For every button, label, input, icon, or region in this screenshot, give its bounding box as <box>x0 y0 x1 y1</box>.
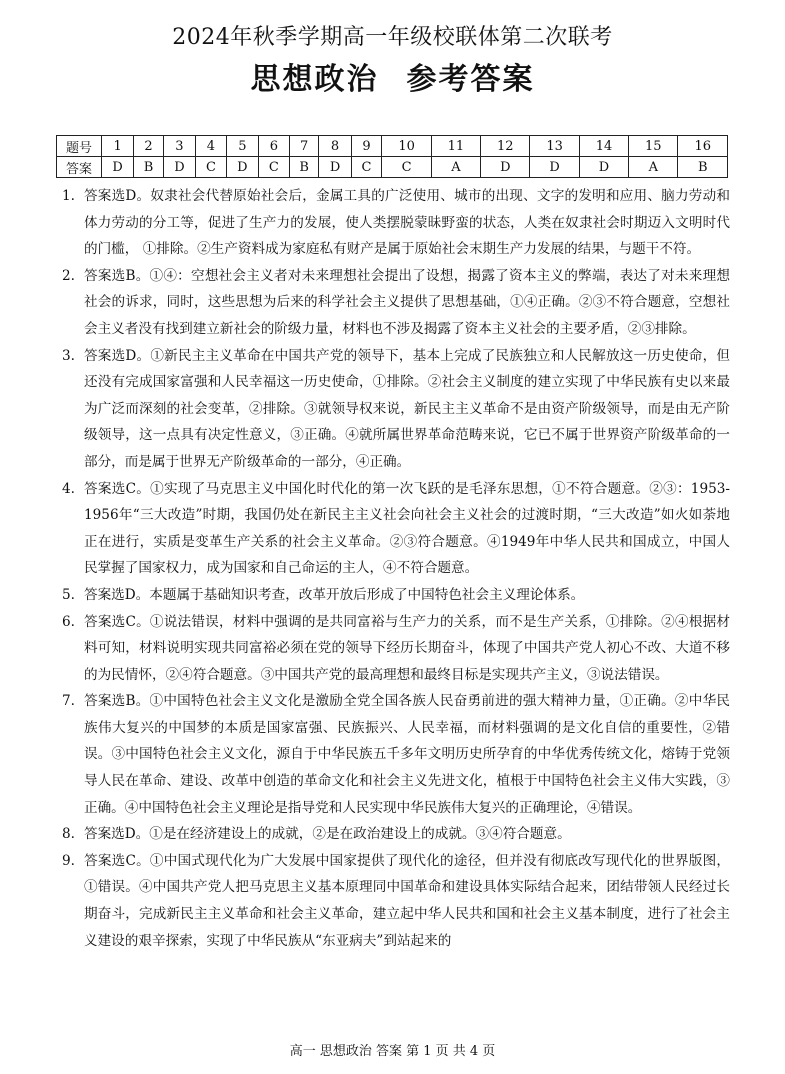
explanation-item <box>62 343 730 476</box>
question-number-cell: 8 <box>319 136 351 157</box>
question-number-cell: 3 <box>163 136 195 157</box>
question-number-cell: 6 <box>258 136 289 157</box>
answer-cell: D <box>481 157 530 178</box>
answer-cell: B <box>678 157 728 178</box>
answer-cell: B <box>134 157 164 178</box>
item-text: 答案选B。①④：空想社会主义者对未来理想社会提出了设想，揭露了资本主义的弊端，表达了对未来理想社会的诉求，同时，这些思想为后来的科学社会主义提供了思想基础，①④正确。②③不符合题意，空想社会主义者没有找到建立新社会的阶级力量，材料也不涉及揭露了资本主义社会的主要矛盾，②③排除。 <box>84 267 730 337</box>
item-text: 答案选D。本题属于基础知识考查，改革开放后形成了中国特色社会主义理论体系。 <box>84 586 585 603</box>
item-text: 答案选D。奴隶社会代替原始社会后，金属工具的广泛使用、城市的出现、文字的发明和应用、脑力劳动和体力劳动的分工等，促进了生产力的发展，使人类摆脱蒙昧野蛮的状态，人类在奴隶社会时期迈入文明时代的门槛， ①排除。②生产资料成为家庭私有财产是属于原始社会末期生产力发展的结果，与题干不符。 <box>84 188 730 258</box>
item-text: 答案选D。①是在经济建设上的成就，②是在政治建设上的成就。③④符合题意。 <box>84 826 571 843</box>
explanation-item <box>62 821 730 848</box>
item-number: 1. <box>62 188 75 204</box>
answer-cell: D <box>319 157 351 178</box>
explanation-item <box>62 848 730 954</box>
answer-cell: D <box>579 157 628 178</box>
question-number-cell: 4 <box>196 136 227 157</box>
explanation-item <box>62 609 730 689</box>
question-number-cell: 9 <box>351 136 382 157</box>
answer-cell: D <box>102 157 134 178</box>
item-text: 答案选C。①实现了马克思主义中国化时代化的第一次飞跃的是毛泽东思想，①不符合题意。②③：1953-1956年“三大改造”时期，我国仍处在新民主主义社会向社会主义社会的过渡时期，“三大改造”如火如荼地正在进行，实质是变革生产关系的社会主义革命。②③符合题意。④1949年中华人民共和国成立，中国人民掌握了国家权力，成为国家和自己命运的主人，④不符合题意。 <box>84 480 730 577</box>
subject-title: 思想政治 <box>250 62 379 97</box>
answer-cell: C <box>258 157 289 178</box>
answer-cell: C <box>351 157 382 178</box>
item-number: 3. <box>62 347 75 364</box>
explanation-item <box>62 183 730 263</box>
answer-cell: D <box>530 157 579 178</box>
item-number: 5. <box>62 586 75 603</box>
question-number-cell: 1 <box>102 136 134 157</box>
item-number: 8. <box>62 826 75 843</box>
question-number-cell: 13 <box>530 136 579 157</box>
answer-cell: B <box>289 157 319 178</box>
item-number: 4. <box>62 480 75 497</box>
question-number-cell: 15 <box>629 136 678 157</box>
explanation-item <box>62 263 730 343</box>
item-number: 7. <box>62 693 75 710</box>
question-number-cell: 7 <box>289 136 319 157</box>
page-footer: 高一 思想政治 答案 第 1 页 共 4 页 <box>289 1044 496 1059</box>
answer-row <box>57 157 728 178</box>
question-number-cell: 12 <box>481 136 530 157</box>
answer-row-label: 答案 <box>57 157 102 178</box>
item-text: 答案选D。①新民主主义革命在中国共产党的领导下，基本上完成了民族独立和人民解放这一历史使命，但还没有完成国家富强和人民幸福这一历史使命，①排除。②社会主义制度的建立实现了中华民族有史以来最为广泛而深刻的社会变革，②排除。③就领导权来说，新民主主义革命不是由资产阶级领导，而是由无产阶级领导，这一点具有决定性意义，③正确。④就所属世界革命范畴来说，它已不属于世界资产阶级革命的一部分，而是属于世界无产阶级革命的一部分，④正确。 <box>84 347 730 470</box>
item-text: 答案选B。①中国特色社会主义文化是激励全党全国各族人民奋勇前进的强大精神力量，①正确。②中华民族伟大复兴的中国梦的本质是国家富强、民族振兴、人民幸福，而材料强调的是文化自信的重要性，②错误。③中国特色社会主义文化，源自于中华民族五千多年文明历史所孕育的中华优秀传统文化，熔铸于党领导人民在革命、建设、改革中创造的革命文化和社会主义先进文化，植根于中国特色社会主义伟大实践，③正确。④中国特色社会主义理论是指导党和人民实现中华民族伟大复兴的正确理论，④错误。 <box>84 693 730 816</box>
item-text: 答案选C。①中国式现代化为广大发展中国家提供了现代化的途径，但并没有彻底改写现代化的世界版图，①错误。④中国共产党人把马克思主义基本原理同中国革命和建设具体实际结合起来，团结带领人民经过长期奋斗，完成新民主主义革命和社会主义革命，建立起中华人民共和国和社会主义基本制度，进行了社会主义建设的艰辛探索，实现了中华民族从“东亚病夫”到站起来的 <box>84 852 730 949</box>
answer-cell: C <box>196 157 227 178</box>
explanation-item <box>62 476 730 582</box>
answer-cell: D <box>163 157 195 178</box>
question-number-cell: 10 <box>382 136 431 157</box>
explanation-item <box>62 688 730 821</box>
answer-table <box>56 135 728 178</box>
question-row-label: 题号 <box>57 136 102 157</box>
document-title <box>0 54 785 98</box>
item-number: 9. <box>62 852 75 869</box>
exam-title: 2024年秋季学期高一年级校联体第二次联考 <box>172 25 613 50</box>
explanations <box>62 183 730 954</box>
answer-cell: D <box>226 157 258 178</box>
answer-cell: A <box>431 157 480 178</box>
explanation-item <box>62 582 730 609</box>
question-number-row <box>57 136 728 157</box>
question-number-cell: 2 <box>134 136 164 157</box>
answer-cell: C <box>382 157 431 178</box>
item-number: 2. <box>62 267 75 284</box>
item-number: 6. <box>62 613 75 630</box>
question-number-cell: 5 <box>226 136 258 157</box>
item-text: 答案选C。①说法错误，材料中强调的是共同富裕与生产力的关系，而不是生产关系，①排除。②④根据材料可知，材料说明实现共同富裕必须在党的领导下经历长期奋斗，体现了中国共产党人初心不改、大道不移的为民情怀，②④符合题意。③中国共产党的最高理想和最终目标是实现共产主义，③说法错误。 <box>84 613 730 683</box>
answer-key-title: 参考答案 <box>406 62 535 97</box>
question-number-cell: 14 <box>579 136 628 157</box>
question-number-cell: 11 <box>431 136 480 157</box>
question-number-cell: 16 <box>678 136 728 157</box>
answer-cell: A <box>629 157 678 178</box>
